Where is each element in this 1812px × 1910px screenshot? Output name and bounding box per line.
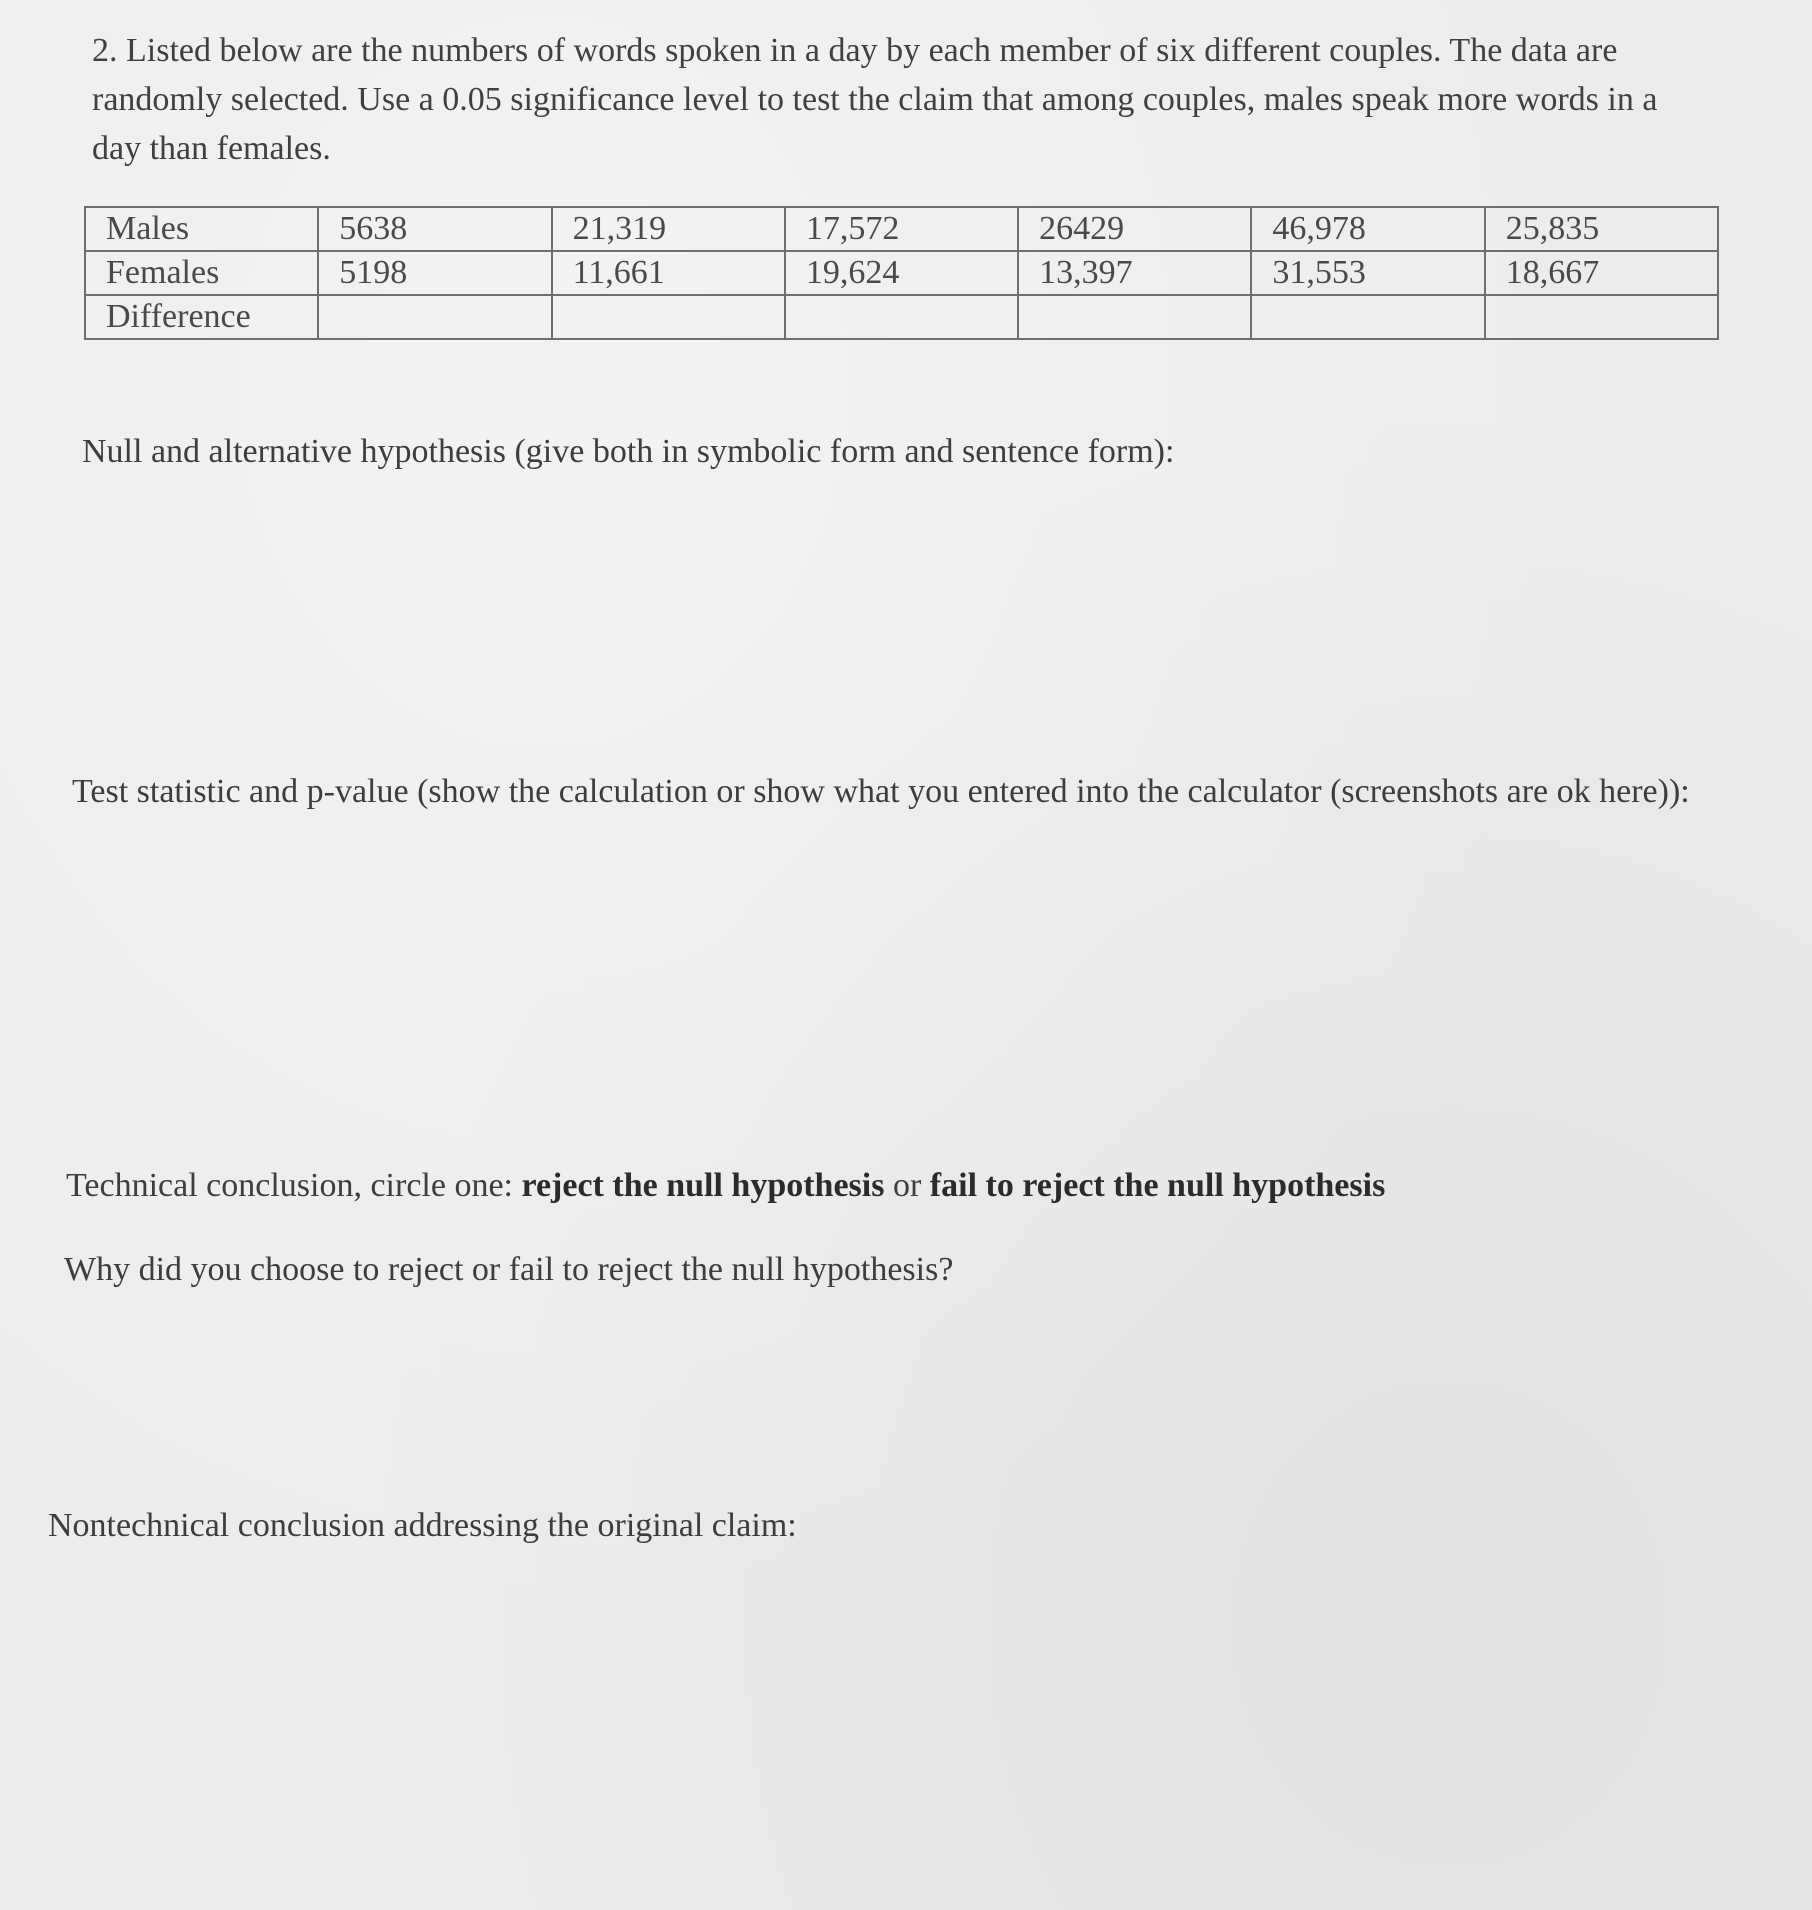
difference-cell-6[interactable] [1485, 295, 1718, 339]
row-label-difference: Difference [85, 295, 318, 339]
technical-conclusion-intro: Technical conclusion, circle one: [66, 1167, 522, 1204]
table-row-males [85, 207, 1718, 251]
question-text: 2. Listed below are the numbers of words spoken in a day by each member of six different couples. The data are randomly selected. Use a 0.05 significance level to test the claim that among couples, males speak more words in a day than females. [92, 32, 1658, 167]
table-row-difference [85, 295, 1718, 339]
difference-cell-3[interactable] [785, 295, 1018, 339]
why-prompt: Why did you choose to reject or fail to reject the null hypothesis? [64, 1251, 954, 1288]
males-value-3: 17,572 [785, 207, 1018, 251]
reject-null-option[interactable]: reject the null hypothesis [521, 1167, 885, 1204]
difference-cell-2[interactable] [552, 295, 785, 339]
males-value-4: 26429 [1018, 207, 1251, 251]
females-value-1: 5198 [318, 251, 551, 295]
table-body [85, 207, 1718, 339]
females-value-4: 13,397 [1018, 251, 1251, 295]
fail-to-reject-null-option[interactable]: fail to reject the null hypothesis [929, 1167, 1386, 1204]
nontechnical-conclusion-prompt: Nontechnical conclusion addressing the original claim: [48, 1507, 797, 1544]
difference-cell-5[interactable] [1251, 295, 1484, 339]
difference-cell-4[interactable] [1018, 295, 1251, 339]
males-value-6: 25,835 [1485, 207, 1718, 251]
row-label-females: Females [85, 251, 318, 295]
females-value-6: 18,667 [1485, 251, 1718, 295]
table-row-females [85, 251, 1718, 295]
males-value-5: 46,978 [1251, 207, 1484, 251]
null-alternative-prompt: Null and alternative hypothesis (give both in symbolic form and sentence form): [82, 433, 1175, 470]
males-value-2: 21,319 [552, 207, 785, 251]
technical-or-text: or [884, 1167, 930, 1204]
males-value-1: 5638 [318, 207, 551, 251]
females-value-3: 19,624 [785, 251, 1018, 295]
words-spoken-table [84, 206, 1719, 340]
females-value-5: 31,553 [1251, 251, 1484, 295]
difference-cell-1[interactable] [318, 295, 551, 339]
test-statistic-prompt: Test statistic and p-value (show the calculation or show what you entered into the calculator (screenshots are ok here)): [72, 773, 1690, 810]
females-value-2: 11,661 [552, 251, 785, 295]
row-label-males: Males [85, 207, 318, 251]
technical-conclusion-prompt [66, 1162, 1766, 1210]
